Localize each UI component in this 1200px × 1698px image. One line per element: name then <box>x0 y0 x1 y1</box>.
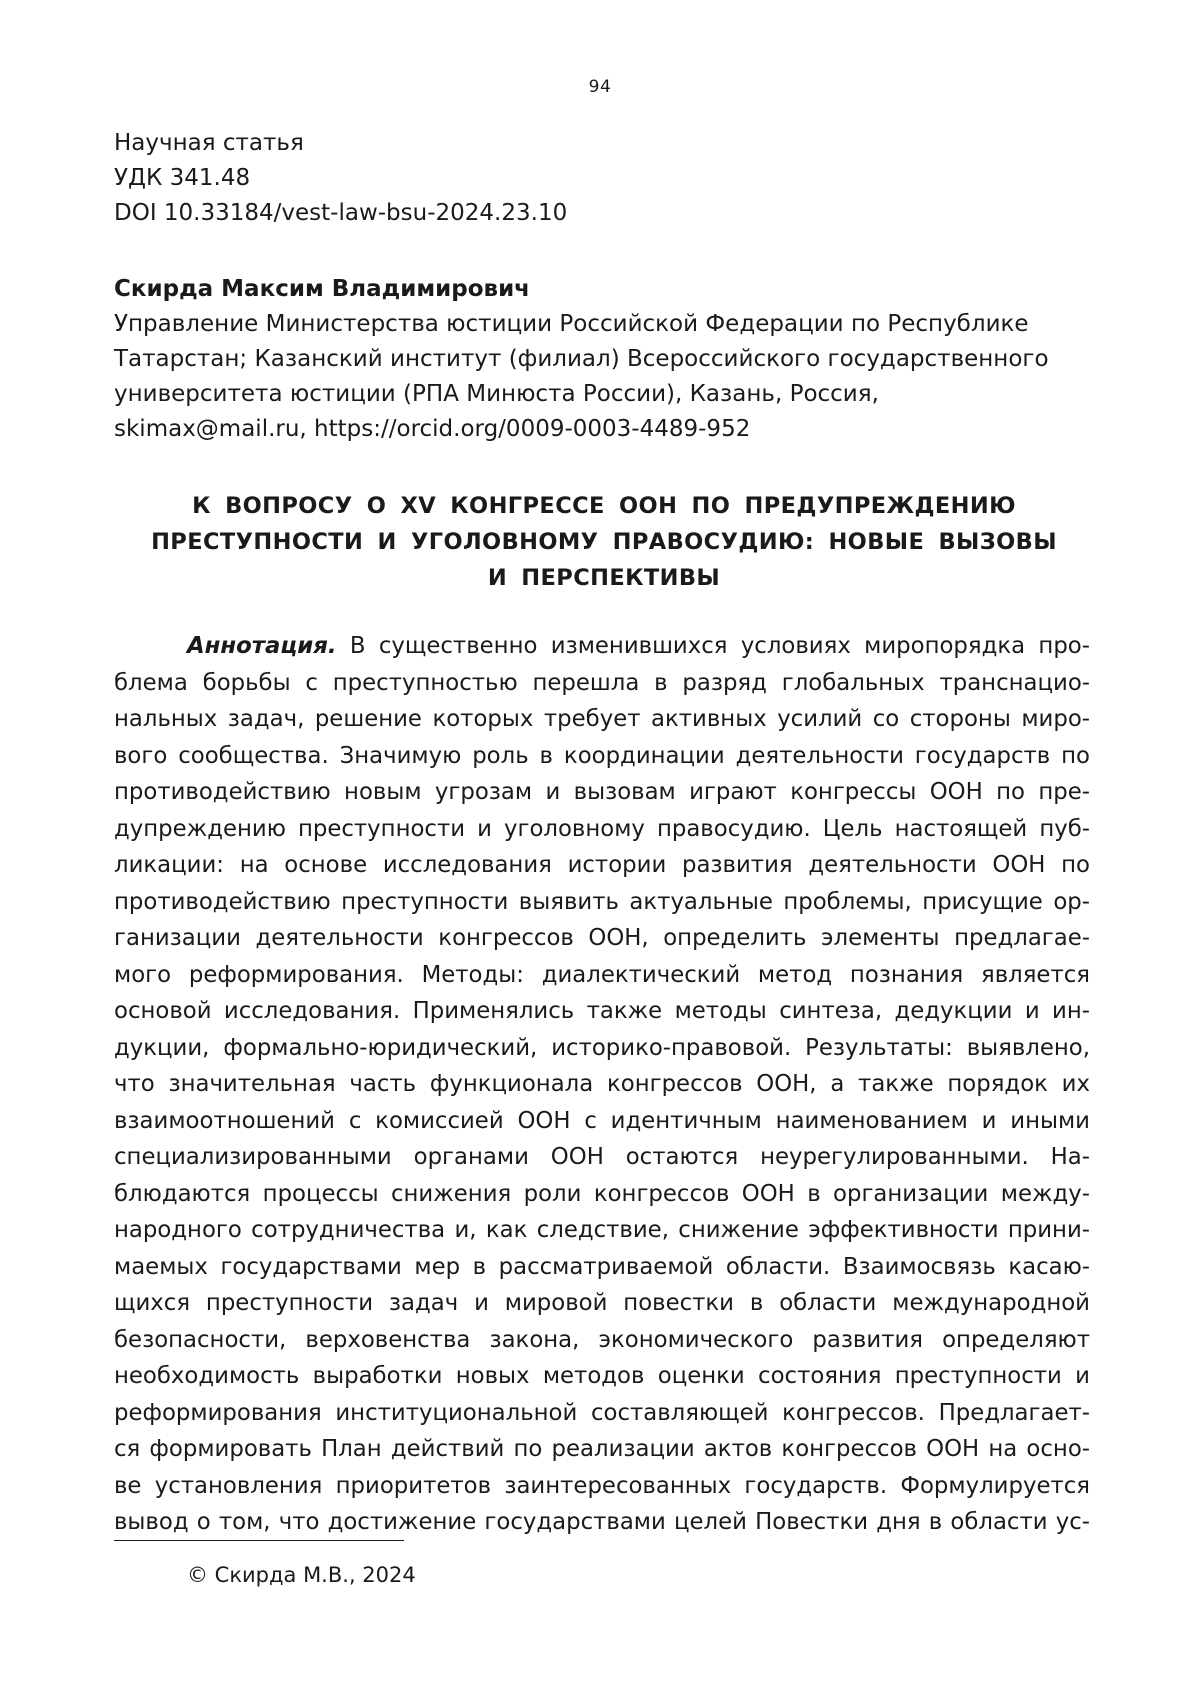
abstract-line <box>114 628 1090 665</box>
abstract-line: мого реформирования. Методы: диалектический метод познания является <box>114 961 1090 988</box>
abstract-line: ганизации деятельности конгрессов ООН, определить элементы предлагае- <box>114 925 1090 951</box>
abstract-line: противодействию новым угрозам и вызовам играют конгрессы ООН по пре- <box>114 779 1090 805</box>
udc-code: УДК 341.48 <box>114 165 251 191</box>
abstract-line: блюдаются процессы снижения роли конгрессов ООН в организации между- <box>114 1180 1090 1207</box>
abstract-line: ся формировать План действий по реализации актов конгрессов ООН на осно- <box>114 1436 1090 1462</box>
abstract-line: взаимоотношений с комиссией ООН с идентичным наименованием и иными <box>114 1107 1090 1134</box>
abstract-line: ве установления приоритетов заинтересованных государств. Формулируется <box>114 1472 1090 1499</box>
abstract-line: щихся преступности задач и мировой повестки в области международной <box>114 1290 1090 1316</box>
affiliation-line: университета юстиции (РПА Минюста России), Казань, Россия, <box>114 381 879 407</box>
abstract-line: что значительная часть функционала конгрессов ООН, а также порядок их <box>114 1071 1090 1097</box>
abstract-line: основой исследования. Применялись также методы синтеза, дедукции и ин- <box>114 998 1090 1024</box>
abstract-line: необходимость выработки новых методов оценки состояния преступности и <box>114 1363 1090 1389</box>
footnote-divider <box>114 1540 404 1541</box>
abstract-first-line-text: В существенно изменившихся условиях миропорядка про- <box>349 633 1090 659</box>
article-title <box>114 488 1094 596</box>
abstract-line: реформирования институциональной составляющей конгрессов. Предлагает- <box>114 1399 1090 1426</box>
affiliation-line: Управление Министерства юстиции Российской Федерации по Республике <box>114 311 1029 337</box>
abstract-line: вывод о том, что достижение государствами целей Повестки дня в области ус- <box>114 1509 1090 1535</box>
author-block <box>114 272 1094 447</box>
author-affiliation <box>114 307 1094 447</box>
abstract-line: безопасности, верховенства закона, экономического развития определяют <box>114 1326 1090 1353</box>
abstract-line: специализированными органами ООН остаются неурегулированными. На- <box>114 1144 1090 1170</box>
article-meta <box>114 126 567 231</box>
abstract-line: дупреждению преступности и уголовному правосудию. Цель настоящей пуб- <box>114 815 1090 842</box>
abstract-line: вого сообщества. Значимую роль в координации деятельности государств по <box>114 742 1090 769</box>
abstract-line: народного сотрудничества и, как следствие, снижение эффективности прини- <box>114 1217 1090 1243</box>
copyright-footnote: © Скирда М.В., 2024 <box>187 1563 416 1587</box>
abstract-line: противодействию преступности выявить актуальные проблемы, присущие ор- <box>114 888 1090 915</box>
abstract-line: ликации: на основе исследования истории развития деятельности ООН по <box>114 852 1090 878</box>
title-line: К ВОПРОСУ О XV КОНГРЕССЕ ООН ПО ПРЕДУПРЕЖДЕНИЮ <box>192 493 1016 519</box>
page-number: 94 <box>588 77 612 97</box>
abstract-line: маемых государствами мер в рассматриваемой области. Взаимосвязь касаю- <box>114 1253 1090 1280</box>
affiliation-line: Татарстан; Казанский институт (филиал) Всероссийского государственного <box>114 346 1049 372</box>
doi-link[interactable]: DOI 10.33184/vest-law-bsu-2024.23.10 <box>114 200 568 226</box>
abstract-line: дукции, формально-юридический, историко-правовой. Результаты: выявлено, <box>114 1034 1090 1061</box>
abstract <box>114 628 1090 1541</box>
title-line: ПРЕСТУПНОСТИ И УГОЛОВНОМУ ПРАВОСУДИЮ: НОВЫЕ ВЫЗОВЫ <box>151 529 1057 555</box>
author-name: Скирда Максим Владимирович <box>114 276 530 302</box>
article-type: Научная статья <box>114 130 304 156</box>
author-contacts[interactable]: skimax@mail.ru, https://orcid.org/0009-0003-4489-952 <box>114 416 751 442</box>
abstract-line: блема борьбы с преступностью перешла в разряд глобальных транснацио- <box>114 669 1090 696</box>
title-line: И ПЕРСПЕКТИВЫ <box>487 565 721 591</box>
abstract-line: нальных задач, решение которых требует активных усилий со стороны миро- <box>114 706 1090 732</box>
abstract-label: Аннотация. <box>187 633 337 659</box>
